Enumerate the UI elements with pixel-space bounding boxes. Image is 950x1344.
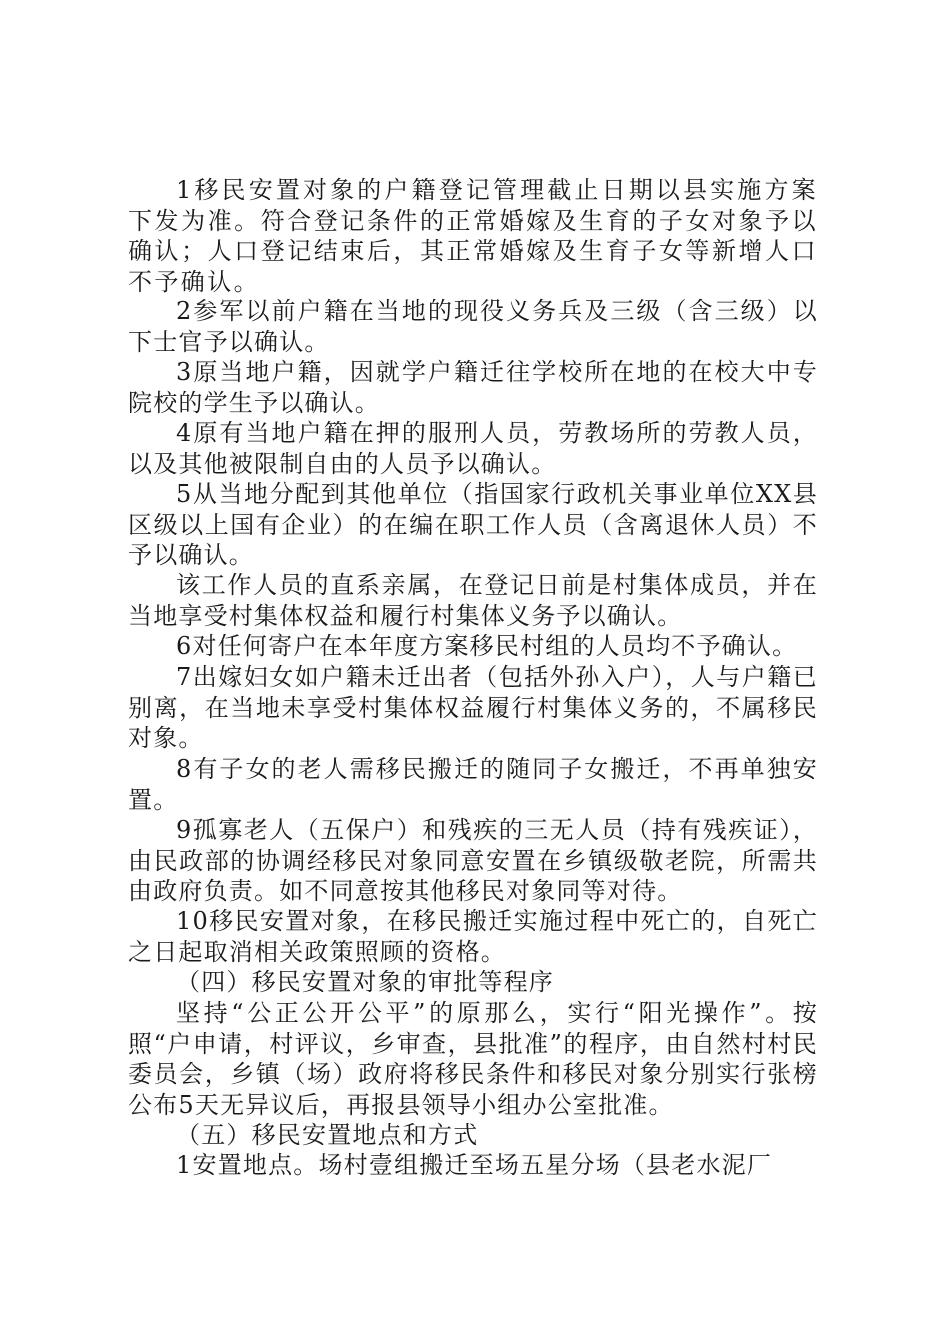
paragraph-4: 4原有当地户籍在押的服刑人员，劳教场所的劳教人员，以及其他被限制自由的人员予以确认。 [128,419,818,478]
paragraph-8: 7出嫁妇女如户籍未迁出者（包括外孙入户），人与户籍已别离，在当地未享受村集体权益履行村集体义务的，不属移民对象。 [128,663,818,752]
paragraph-1: 1移民安置对象的户籍登记管理截止日期以县实施方案下发为准。符合登记条件的正常婚嫁及生育的子女对象予以确认；人口登记结束后，其正常婚嫁及生育子女等新增人口不予确认。 [128,176,818,296]
paragraph-11: 10移民安置对象，在移民搬迁实施过程中死亡的，自死亡之日起取消相关政策照顾的资格。 [128,907,818,966]
paragraph-5: 5从当地分配到其他单位（指国家行政机关事业单位XX县区级以上国有企业）的在编在职工作人员（含离退休人员）不予以确认。 [128,480,818,569]
paragraph-13: 1安置地点。场村壹组搬迁至场五星分场（县老水泥厂 [176,1151,773,1179]
paragraph-12: 坚持“公正公开公平”的原那么，实行“阳光操作”。按照“户申请，村评议，乡审查，县批准”的程序，由自然村村民委员会，乡镇（场）政府将移民条件和移民对象分别实行张榜公布5天无异议后，再报县领导小组办公室批准。 [128,999,818,1119]
paragraph-9: 8有子女的老人需移民搬迁的随同子女搬迁，不再单独安置。 [128,755,818,814]
paragraph-7: 6对任何寄户在本年度方案移民村组的人员均不予确认。 [176,632,798,660]
section-heading-5: （五）移民安置地点和方式 [176,1121,479,1149]
paragraph-6: 该工作人员的直系亲属，在登记日前是村集体成员，并在当地享受村集体权益和履行村集体义务予以确认。 [128,571,818,630]
paragraph-2: 2参军以前户籍在当地的现役义务兵及三级（含三级）以下士官予以确认。 [128,297,818,356]
section-heading-4: （四）移民安置对象的审批等程序 [176,968,554,996]
paragraph-3: 3原当地户籍，因就学户籍迁往学校所在地的在校大中专院校的学生予以确认。 [128,358,818,417]
paragraph-10: 9孤寡老人（五保户）和残疾的三无人员（持有残疾证），由民政部的协调经移民对象同意安置在乡镇级敬老院，所需共由政府负责。如不同意按其他移民对象同等对待。 [128,816,818,905]
